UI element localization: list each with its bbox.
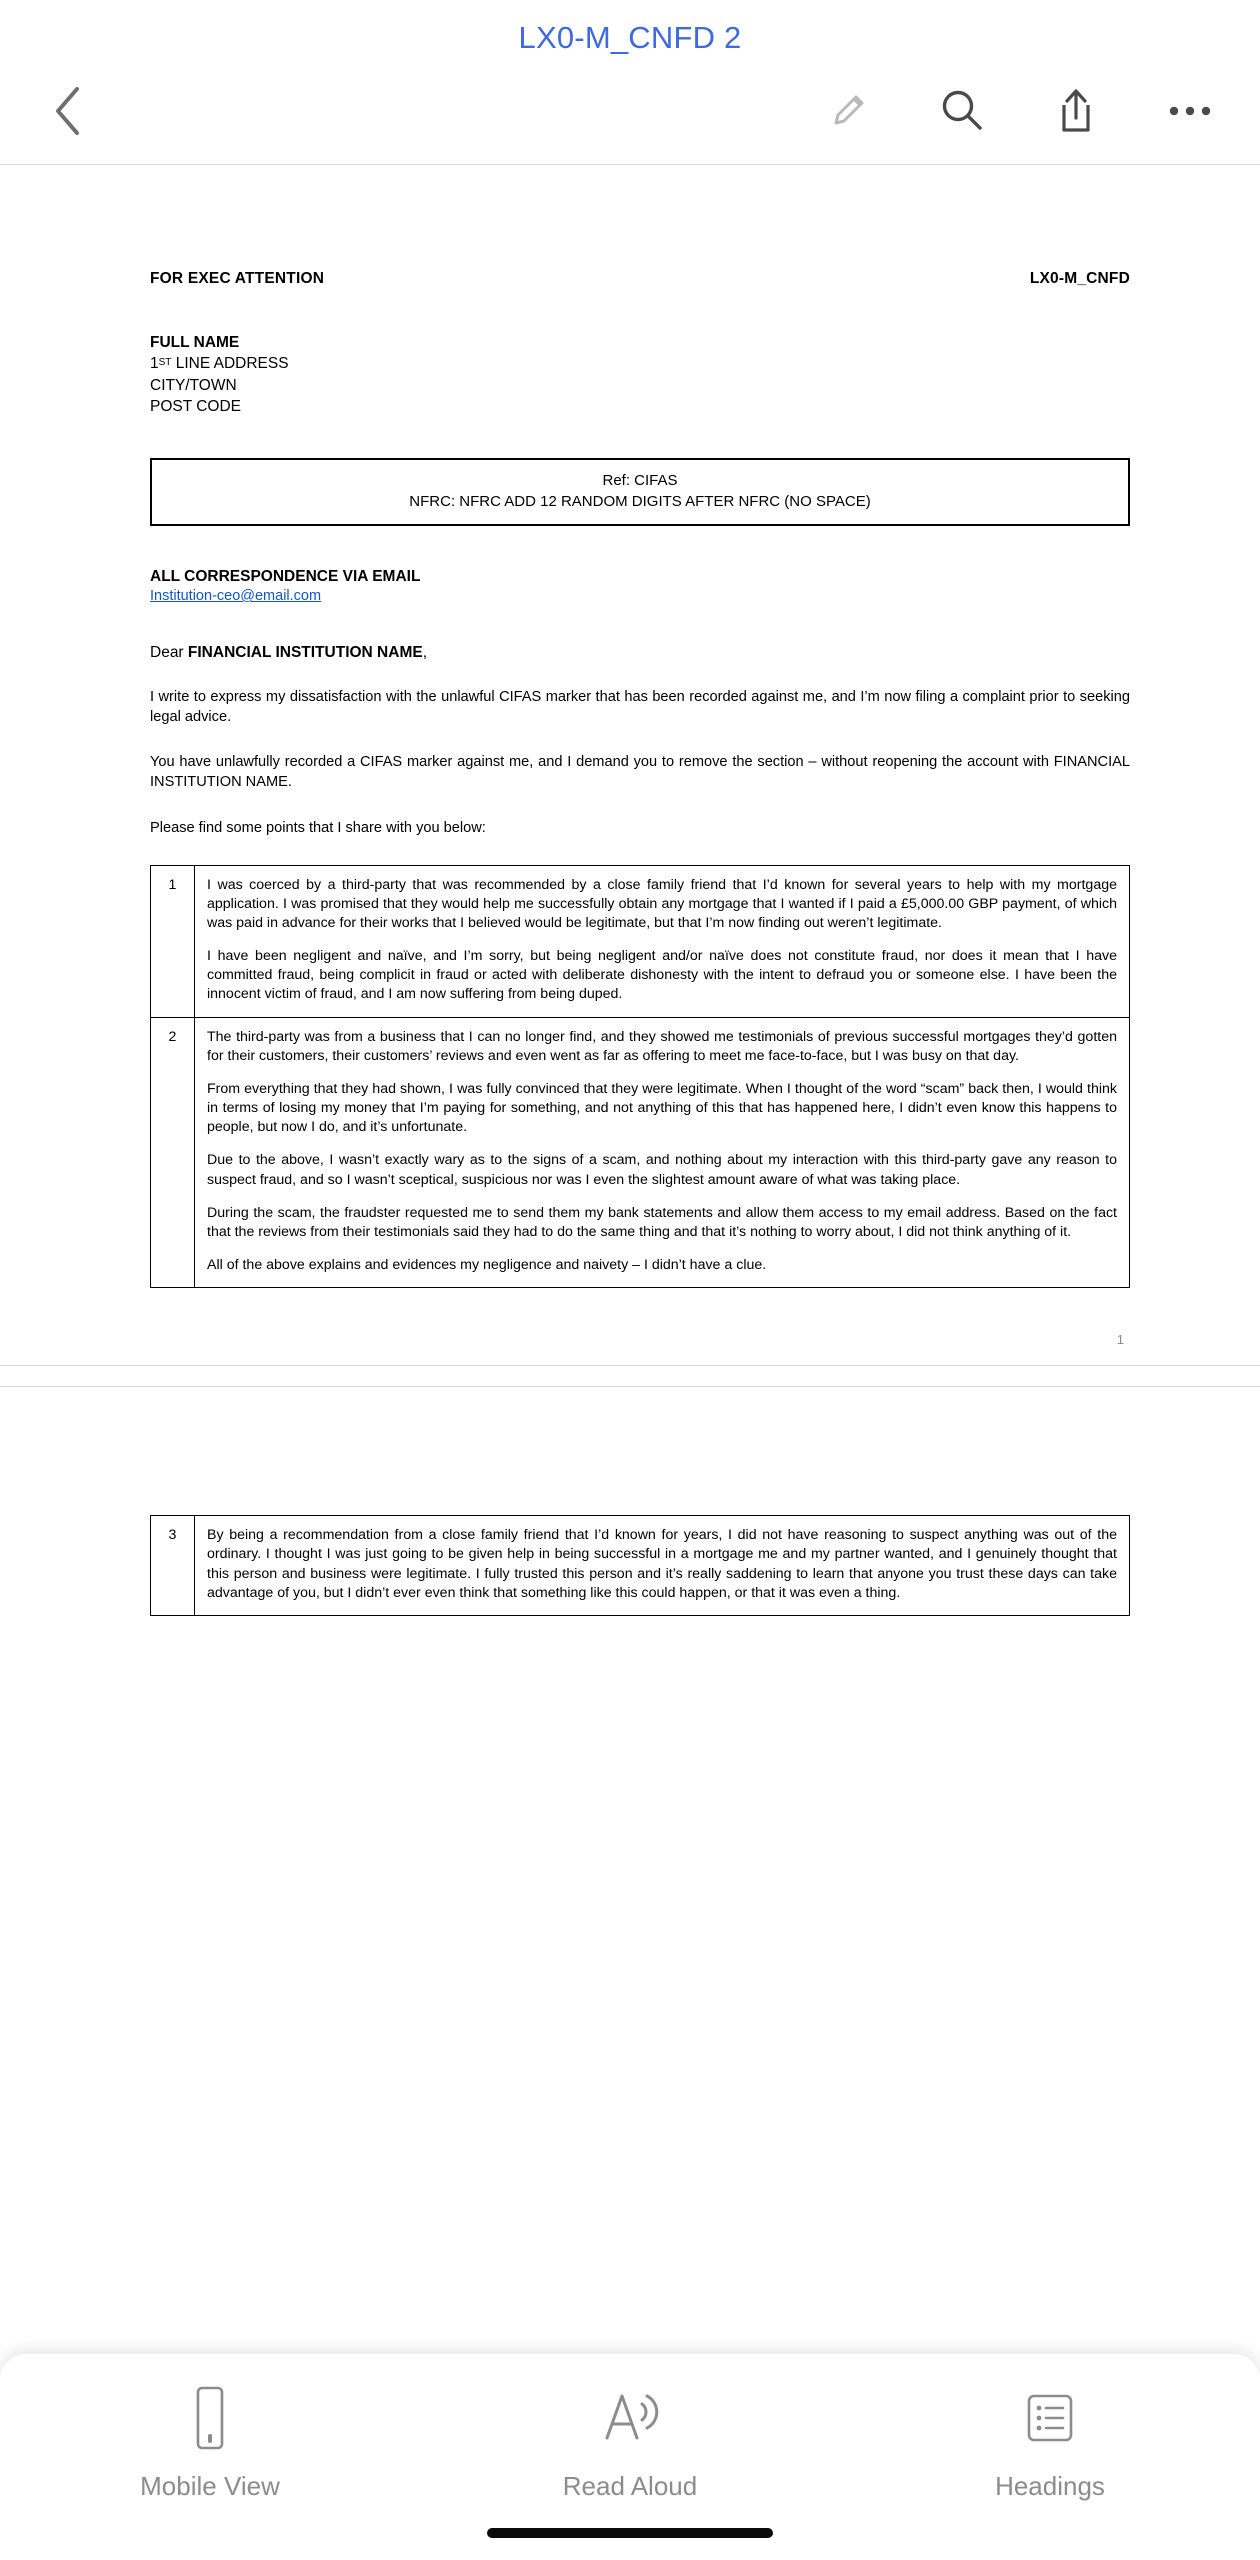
chevron-left-icon	[51, 83, 85, 144]
edit-button[interactable]	[818, 83, 878, 143]
point-paragraph: Due to the above, I wasn’t exactly wary as to the signs of a scam, and nothing about my interaction with this third-party gave any reason to suspect fraud, and so I wasn’t sceptical, suspicious nor was I even the slightest amount aware of what was taking place.	[207, 1152, 1117, 1188]
point-paragraph: I have been negligent and naïve, and I’m sorry, but being negligent and/or naïve does not constitute fraud, nor does it mean that I have committed fraud, being complicit in fraud or acted with deliberate dishonesty with the intent to defraud you or someone else. I have been the innocent victim of fraud, and I am now suffering from being duped.	[207, 948, 1117, 1003]
address-postcode: POST CODE	[150, 398, 242, 416]
salutation-prefix: Dear	[150, 644, 188, 662]
share-button[interactable]	[1046, 83, 1106, 143]
headings-button[interactable]	[842, 2382, 1258, 2502]
page-number: 1	[1116, 1332, 1124, 1348]
point-number: 1	[151, 865, 195, 1017]
reference-line-2: NFRC: NFRC ADD 12 RANDOM DIGITS AFTER NFRC (NO SPACE)	[409, 492, 871, 510]
address-name: FULL NAME	[150, 334, 240, 351]
point-paragraph: By being a recommendation from a close family friend that I’d known for years, I did not have reasoning to suspect anything was out of the ordinary. I thought I was just going to be given help in being successful in a mortgage me and my partner wanted, and I genuinely thought that this person and business were legitimate. I fully trusted this person and it’s really saddening to learn that anyone you trust these days can take advantage of you, but I didn’t ever even think that something like this could happen, or that it was even a thing.	[207, 1527, 1117, 1601]
page-separator	[0, 1365, 1260, 1387]
share-icon	[1053, 86, 1099, 141]
read-aloud-label: Read Aloud	[562, 2471, 698, 2501]
point-content	[195, 1017, 1130, 1288]
correspondence-block	[150, 568, 1130, 604]
app-bar-row	[0, 74, 1260, 152]
document-title: LX0-M_CNFD 2	[518, 20, 742, 55]
mobile-view-icon	[183, 2382, 237, 2459]
points-table-page-2	[150, 1515, 1130, 1616]
body-paragraph-2: You have unlawfully recorded a CIFAS marker against me, and I demand you to remove the section – without reopening the account with FINANCIAL INSTITUTION NAME.	[150, 754, 1130, 791]
address-line-1: 1ST LINE ADDRESS	[150, 355, 289, 373]
point-content	[195, 865, 1130, 1017]
reference-line-1: Ref: CIFAS	[602, 471, 678, 489]
document-page-1	[0, 178, 1260, 1387]
reference-box	[150, 458, 1130, 527]
body-paragraph-3: Please find some points that I share with you below:	[150, 819, 486, 836]
point-paragraph: The third-party was from a business that I can no longer find, and they showed me testimonials of previous successful mortgages they’d gotten for their customers, their customers’ reviews and even went as far as offering to meet me face-to-face, but I was busy on that day.	[207, 1028, 1117, 1064]
point-paragraph: All of the above explains and evidences my negligence and naivety – I didn’t have a clue.	[207, 1257, 767, 1274]
points-table	[150, 865, 1130, 1289]
app-bar-actions	[818, 83, 1220, 143]
table-row	[151, 1516, 1130, 1616]
document-page-2	[0, 1387, 1260, 1616]
home-indicator[interactable]	[487, 2528, 773, 2538]
read-aloud-button[interactable]	[422, 2382, 838, 2502]
point-number: 3	[151, 1516, 195, 1616]
mobile-view-label: Mobile View	[140, 2471, 280, 2501]
table-row	[151, 1017, 1130, 1288]
ellipsis-icon	[1167, 101, 1213, 126]
correspondence-heading: ALL CORRESPONDENCE VIA EMAIL	[150, 568, 421, 586]
app-bar-divider	[0, 164, 1260, 165]
bottom-toolbar	[0, 2354, 1260, 2560]
correspondence-email-link[interactable]: Institution-ceo@email.com	[150, 588, 322, 605]
app-bar	[0, 0, 1260, 165]
address-ordinal-suffix: ST	[158, 357, 172, 369]
header-left-text: FOR EXEC ATTENTION	[150, 270, 325, 287]
point-paragraph: During the scam, the fraudster requested me to send them my bank statements and allow them access to my email address. Based on the fact that the reviews from their testimonials said they had to do the same thing and that it’s nothing to worry about, I did not think anything of it.	[207, 1204, 1117, 1240]
address-block	[150, 332, 1130, 418]
headings-icon	[1019, 2382, 1081, 2459]
headings-label: Headings	[995, 2471, 1105, 2501]
table-row	[151, 865, 1130, 1017]
document-header	[150, 270, 1130, 288]
search-icon	[937, 86, 987, 141]
point-paragraph: From everything that they had shown, I was fully convinced that they were legitimate. When I thought of the word “scam” back then, I would think in terms of losing my money that I’m paying for something, and not anything of this that has happened here, I didn’t even know this happens to people, but now I do, and it’s unfortunate.	[207, 1080, 1117, 1136]
bottom-fade	[0, 2340, 1260, 2354]
point-paragraph: I was coerced by a third-party that was recommended by a close family friend that I’d known for several years to help with my mortgage application. I was promised that they would help me successfully obtain any mortgage that I wanted if I paid a £5,000.00 GBP payment, of which was paid in advance for their works that I believed would be legitimate, but that I’m now finding out weren’t legitimate.	[207, 876, 1117, 931]
more-options-button[interactable]	[1160, 83, 1220, 143]
body-paragraph-1: I write to express my dissatisfaction with the unlawful CIFAS marker that has been recorded against me, and I’m now filing a complaint prior to seeking legal advice.	[150, 689, 1130, 725]
salutation	[150, 644, 1130, 662]
salutation-institution: FINANCIAL INSTITUTION NAME	[187, 644, 423, 662]
search-button[interactable]	[932, 83, 992, 143]
back-button[interactable]	[38, 83, 98, 143]
salutation-suffix: ,	[422, 644, 428, 662]
point-number: 2	[151, 1017, 195, 1288]
point-content	[195, 1516, 1130, 1616]
address-city: CITY/TOWN	[150, 376, 237, 394]
mobile-view-button[interactable]	[2, 2382, 418, 2502]
pencil-icon	[825, 88, 871, 139]
read-aloud-icon	[597, 2382, 663, 2459]
header-right-text: LX0-M_CNFD	[1029, 270, 1130, 287]
document-viewer[interactable]	[0, 178, 1260, 2560]
